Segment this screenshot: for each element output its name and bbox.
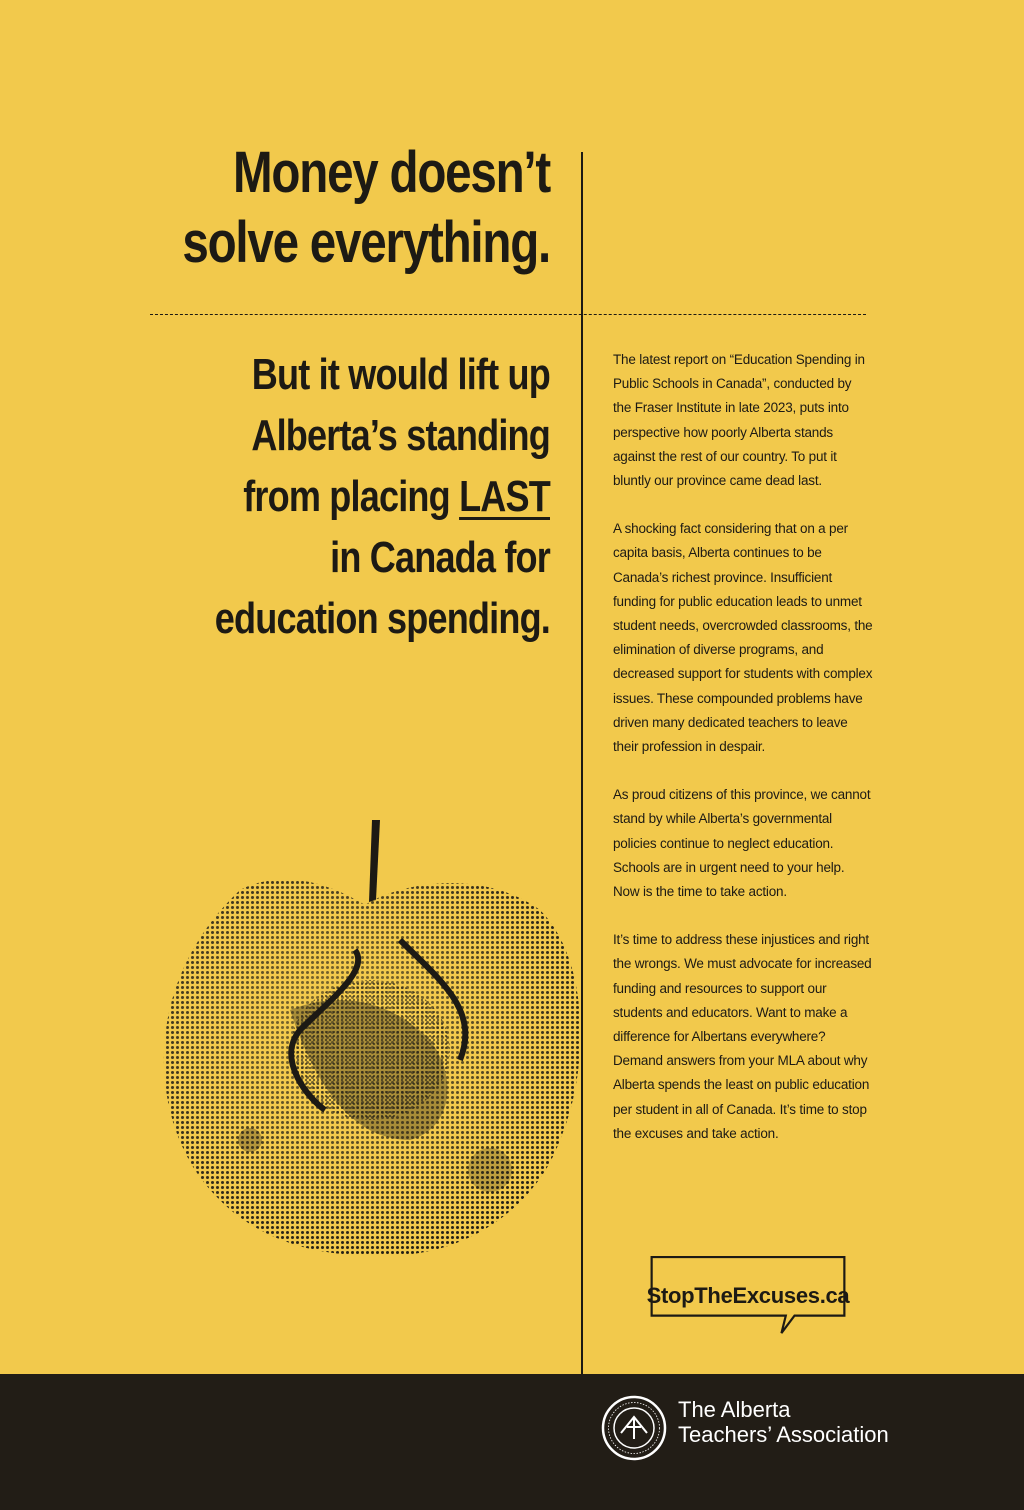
subhead-emphasis-last: LAST (459, 472, 550, 521)
headline-line-2: solve everything. (182, 210, 550, 275)
headline (156, 138, 550, 278)
ata-seal-logo (601, 1395, 667, 1461)
subhead-line-1: But it would lift up (251, 350, 550, 399)
rotten-apple-illustration (140, 810, 590, 1280)
dashed-divider (150, 314, 866, 315)
headline-line-1: Money doesn’t (233, 140, 550, 205)
body-paragraph: As proud citizens of this province, we cannot stand by while Alberta’s governmental policies continue to neglect education. Schools are in urgent need to your help. Now is the time to take action. (613, 787, 871, 900)
subhead-line-5: education spending. (214, 594, 550, 643)
subhead-line-3 (124, 466, 550, 527)
subhead-line-3-prefix: from placing (243, 472, 450, 521)
apple-stem (369, 820, 380, 902)
body-copy (613, 348, 873, 1170)
subhead-line-4: in Canada for (330, 533, 550, 582)
body-paragraph: The latest report on “Education Spending in Public Schools in Canada”, conducted by the Fraser Institute in late 2023, puts into perspective how poorly Alberta stands against the rest of our country. To put it bluntly our province came dead last. (613, 352, 865, 489)
body-paragraph: It’s time to address these injustices and right the wrongs. We must advocate for increased funding and resources to support our students and educators. Want to make a difference for Albertans everywhere? Demand answers from your MLA about why Alberta spends the least on public education per student in all of Canada. It’s time to stop the excuses and take action. (613, 932, 872, 1141)
body-paragraph: A shocking fact considering that on a per capita basis, Alberta continues to be Canada’s richest province. Insufficient funding for public education leads to unmet student needs, overcrowded classrooms, the elimination of diverse programs, and decreased support for students with complex issues. These compounded problems have driven many dedicated teachers to leave their profession in despair. (613, 521, 873, 755)
cta-url[interactable]: StopTheExcuses.ca (646, 1283, 850, 1308)
subhead-line-2: Alberta’s standing (251, 411, 550, 460)
organization-name (678, 1397, 978, 1447)
organization-name-line-2: Teachers’ Association (678, 1422, 889, 1447)
subhead (124, 344, 550, 649)
organization-name-line-1: The Alberta (678, 1397, 791, 1422)
